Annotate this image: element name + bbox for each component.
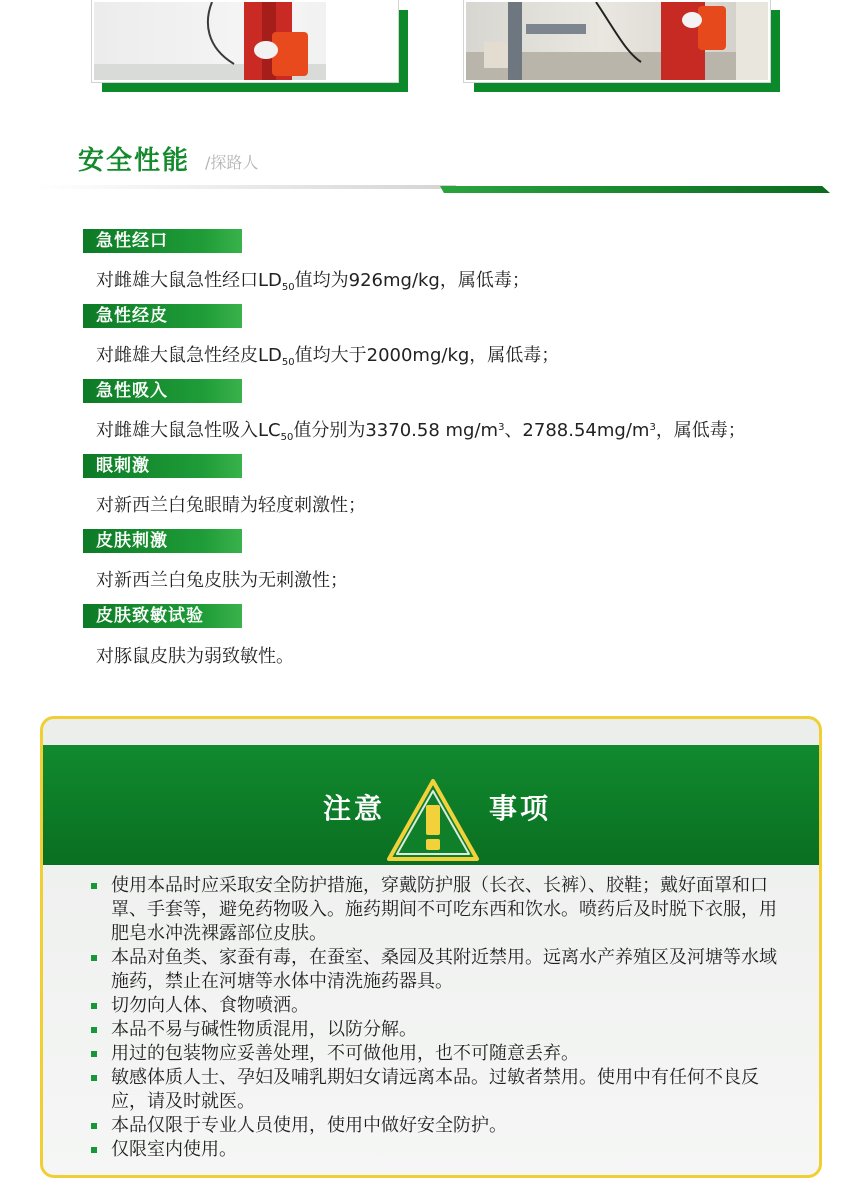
list-item	[87, 1114, 787, 1138]
tox-desc-text: 对雌雄大鼠急性吸入LC	[96, 420, 281, 441]
list-item	[87, 1138, 787, 1162]
tox-tag-oral: 急性经口	[83, 229, 242, 253]
tox-tag-skin-irritation: 皮肤刺激	[83, 529, 242, 553]
tox-desc-text: 对雌雄大鼠急性经口LD	[96, 270, 282, 291]
list-item	[87, 1066, 787, 1114]
photo-spraying-right	[464, 0, 770, 82]
superscript: 3	[649, 422, 656, 433]
tox-desc-sensitization: 对豚鼠皮肤为弱致敏性。	[96, 646, 294, 667]
warning-triangle-icon	[385, 777, 481, 863]
list-item	[87, 946, 787, 994]
bullet-icon	[91, 1027, 97, 1033]
subscript: 50	[280, 432, 294, 443]
bullet-icon	[91, 1075, 97, 1081]
notice-title-left: 注意	[323, 792, 386, 825]
tox-desc-inhalation	[96, 416, 746, 443]
title-divider-grey	[36, 185, 456, 189]
tox-desc-text: 值均为926mg/kg，属低毒；	[294, 270, 530, 291]
list-item-text: 敏感体质人士、孕妇及哺乳期妇女请远离本品。过敏者禁用。使用中有任何不良反应，请及时就医。	[111, 1067, 759, 1112]
bullet-icon	[91, 1003, 97, 1009]
tox-desc-oral	[96, 266, 530, 293]
section-title: 安全性能	[78, 146, 191, 176]
list-item-text: 本品不易与碱性物质混用，以防分解。	[111, 1019, 417, 1040]
notice-title-right: 事项	[489, 792, 552, 825]
notice-header	[43, 745, 819, 865]
worker-illustration	[466, 2, 768, 80]
subscript: 50	[281, 282, 295, 293]
section-subtitle: /探路人	[205, 153, 259, 172]
list-item	[87, 994, 787, 1018]
list-item	[87, 1018, 787, 1042]
list-item-text: 本品仅限于专业人员使用，使用中做好安全防护。	[111, 1115, 507, 1136]
title-divider-green	[440, 186, 830, 193]
tox-desc-eye: 对新西兰白兔眼睛为轻度刺激性；	[96, 495, 366, 516]
tox-tag-dermal: 急性经皮	[83, 304, 242, 328]
list-item	[87, 1042, 787, 1066]
bullet-icon	[91, 955, 97, 961]
list-item-text: 本品对鱼类、家蚕有毒，在蚕室、桑园及其附近禁用。远离水产养殖区及河塘等水域施药，禁止在河塘等水体中清洗施药器具。	[111, 947, 777, 992]
tox-tag-inhalation: 急性吸入	[83, 379, 242, 403]
bullet-icon	[91, 883, 97, 889]
bullet-icon	[91, 1051, 97, 1057]
tox-desc-dermal	[96, 341, 559, 368]
tox-desc-text: ，属低毒；	[655, 420, 746, 441]
bullet-icon	[91, 1147, 97, 1153]
tox-tag-sensitization: 皮肤致敏试验	[83, 604, 242, 628]
tox-desc-text: 值均大于2000mg/kg，属低毒；	[294, 345, 560, 366]
superscript: 3	[498, 422, 505, 433]
tox-desc-text: 、2788.54mg/m	[504, 420, 650, 441]
list-item	[87, 874, 787, 946]
list-item-text: 用过的包装物应妥善处理，不可做他用，也不可随意丢弃。	[111, 1043, 579, 1064]
photo-image	[464, 0, 770, 82]
photo-image	[92, 0, 398, 82]
subscript: 50	[281, 357, 295, 368]
notice-list	[87, 874, 787, 1162]
worker-illustration	[94, 2, 396, 80]
list-item-text: 仅限室内使用。	[111, 1139, 237, 1160]
tox-desc-text: 对雌雄大鼠急性经皮LD	[96, 345, 282, 366]
tox-tag-eye: 眼刺激	[83, 454, 242, 478]
tox-desc-skin-irritation: 对新西兰白兔皮肤为无刺激性；	[96, 570, 348, 591]
list-item-text: 切勿向人体、食物喷洒。	[111, 995, 309, 1016]
photo-spraying-left	[92, 0, 398, 82]
bullet-icon	[91, 1123, 97, 1129]
list-item-text: 使用本品时应采取安全防护措施，穿戴防护服（长衣、长裤）、胶鞋；戴好面罩和口罩、手套等，避免药物吸入。施药期间不可吃东西和饮水。喷药后及时脱下衣服，用肥皂水冲洗裸露部位皮肤。	[111, 875, 777, 944]
notice-panel	[40, 716, 822, 1178]
tox-desc-text: 值分别为3370.58 mg/m	[293, 420, 499, 441]
